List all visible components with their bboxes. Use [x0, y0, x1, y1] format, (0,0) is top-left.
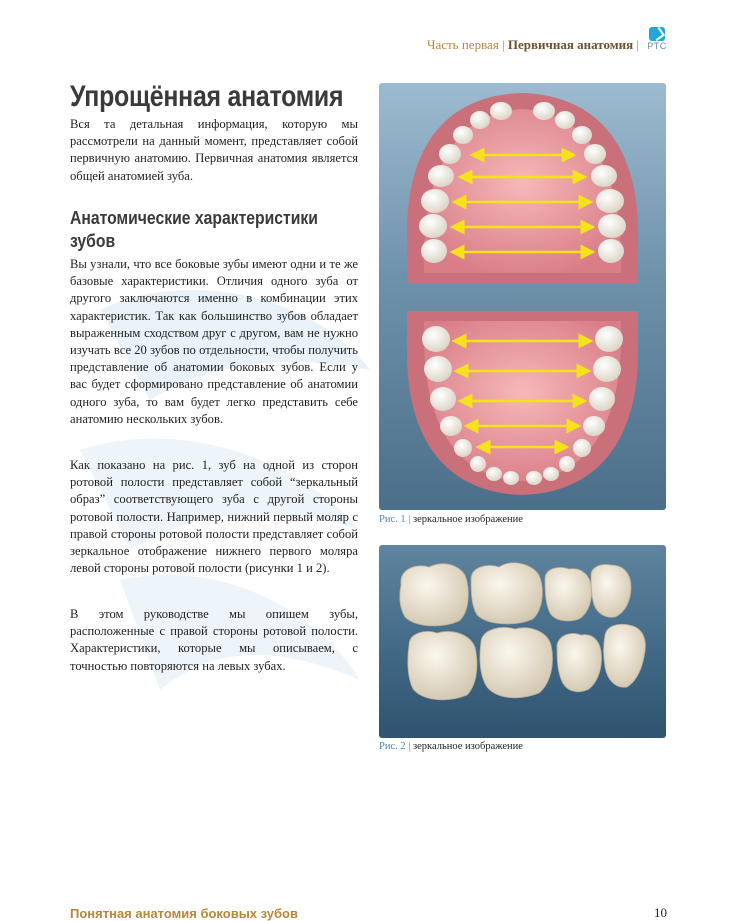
- logo-text: PTC: [647, 41, 667, 51]
- running-header: [427, 37, 639, 53]
- page-title: Упрощённая анатомия: [70, 80, 344, 113]
- header-separator: |: [502, 37, 505, 52]
- header-section: Первичная анатомия: [507, 37, 634, 52]
- upper-arch: [407, 93, 638, 283]
- logo-icon: [649, 27, 665, 41]
- body-paragraph-1: Вы узнали, что все боковые зубы имеют одни и те же базовые характеристики. Отличия одного зуба от другого заключаются именно в комбинации этих характеристик. Так как большинство зубов обладает выраженным сходством друг с другом, вам не нужно изучать все 20 зубов по отдельности, чтобы получить представление об анатомии боковых зубов. Если у вас будет сформировано представление об анатомии одного зуба, то вам будет легко представить себе анатомию нескольких зубов.: [70, 257, 358, 426]
- page-number: 10: [654, 905, 667, 920]
- lower-arch: [407, 311, 638, 495]
- figure-2-label: Рис. 2: [379, 741, 406, 752]
- header-separator-end: |: [636, 37, 639, 52]
- figure-1-label: Рис. 1: [379, 514, 406, 525]
- header-part: Часть первая: [427, 37, 499, 52]
- figure-1-caption-text: зеркальное изображение: [412, 514, 523, 525]
- lower-row-teeth: [408, 624, 646, 699]
- figure-1-caption: Рис. 1 | зеркальное изображение: [379, 514, 523, 525]
- section-heading: Анатомические характеристики зубов: [70, 207, 318, 251]
- figure-2-caption-text: зеркальное изображение: [412, 741, 523, 752]
- dental-arches-illustration: [379, 83, 666, 510]
- body-paragraph-2: Как показано на рис. 1, зуб на одной из сторон ротовой полости представляет собой “зеркальный образ” соответствующего зуба с другой стороны ротовой полости. Например, нижний первый моляр с правой стороны ротовой полости представляет собой зеркальное отображение нижнего первого моляра левой стороны ротовой полости (рисунки 1 и 2).: [70, 458, 358, 576]
- body-paragraph-3: В этом руководстве мы опишем зубы, расположенные с правой стороны ротовой полости. Характеристики, которые мы описываем, с точностью повторяются на левых зубах.: [70, 607, 358, 673]
- figure-1-image: [379, 83, 666, 510]
- publisher-logo: [645, 27, 669, 55]
- intro-paragraph: Вся та детальная информация, которую мы рассмотрели на данный момент, представляет собой первичную анатомию. Первичная анатомия является общей анатомией зуба.: [70, 117, 358, 183]
- figure-2-image: [379, 545, 666, 738]
- isolated-teeth-illustration: [379, 545, 666, 738]
- upper-row-teeth: [400, 563, 631, 626]
- figure-2-caption: Рис. 2 | зеркальное изображение: [379, 741, 523, 752]
- running-footer-title: Понятная анатомия боковых зубов: [70, 906, 298, 921]
